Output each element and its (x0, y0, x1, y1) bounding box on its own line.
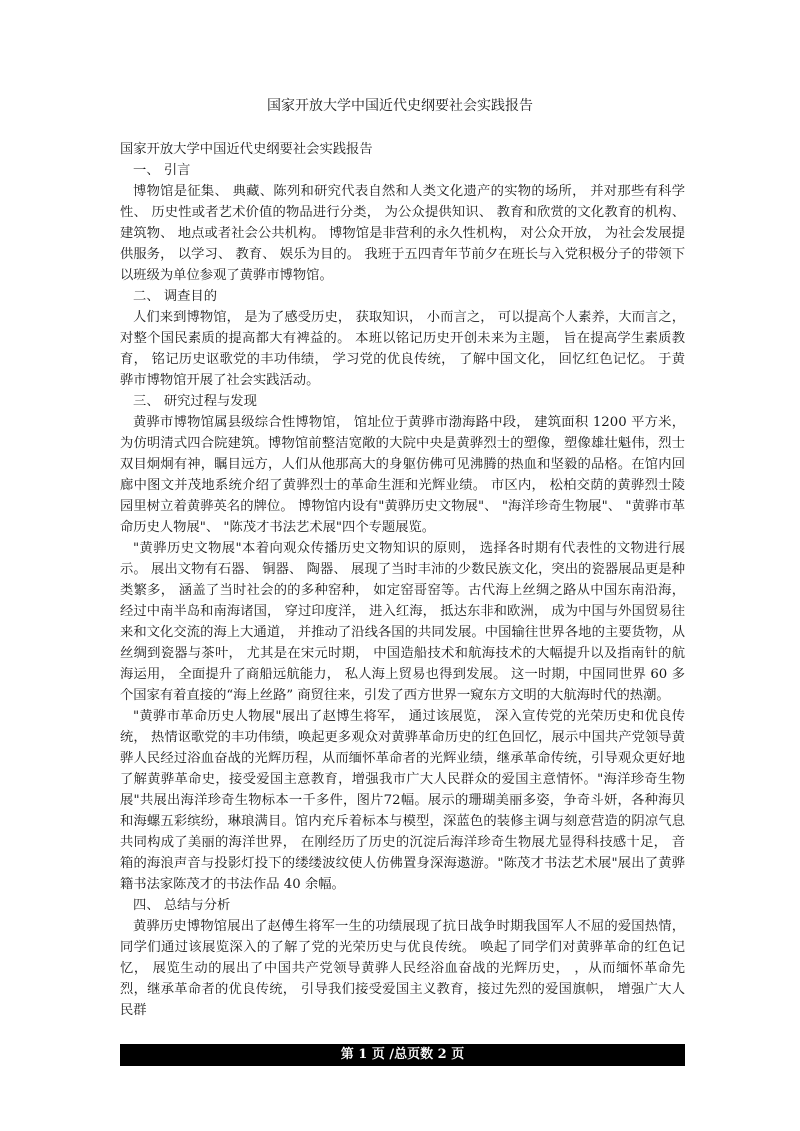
page-number-footer: 第 1 页 /总页数 2 页 (120, 1044, 685, 1066)
section-paragraph: "黄骅市革命历史人物展"展出了赵博生将军， 通过该展览， 深入宣传党的光荣历史和优良传统， 热情讴歌党的丰功伟绩，唤起更多观众对黄骅革命历史的红色回忆，展示中国共产党领导黄骅人民经过浴血奋战的光辉历程，从而缅怀革命者的光辉业绩，继承革命传统，引导观众更好地了解黄骅革命史，接受爱国主意教育，增强我市广大人民群众的爱国主意情怀。"海洋珍奇生物展"共展出海洋珍奇生物标本一千多件，图片72幅。展示的珊瑚美丽多姿，争奇斗妍，各种海贝和海螺五彩缤纷，琳琅满目。馆内充斥着标本与模型，深蓝色的装修主调与刻意营造的阴凉气息共同构成了美丽的海洋世界， 在刚经历了历史的沉淀后海洋珍奇生物展尤显得科技感十足， 音箱的海浪声音与投影灯投下的缕缕波纹使人仿佛置身深海遨游。"陈茂才书法艺术展"展出了黄骅籍书法家陈茂才的书法作品 40 余幅。 (120, 709, 685, 892)
section-paragraph: "黄骅历史文物展"本着向观众传播历史文物知识的原则， 选择各时期有代表性的文物进行展示。 展出文物有石器、 铜器、 陶器、 展现了当时丰沛的少数民族文化，突出的瓷器展品更是种类繁多， 涵盖了当时社会的的多种窑种， 如定窑哥窑等。古代海上丝绸之路从中国东南沿海，经过中南半岛和南海诸国， 穿过印度洋， 进入红海， 抵达东非和欧洲， 成为中国与外国贸易往来和文化交流的海上大通道， 并推动了沿线各国的共同发展。中国输往世界各地的主要货物，从丝绸到瓷器与茶叶， 尤其是在宋元时期， 中国造船技术和航海技术的大幅提升以及指南针的航海运用， 全面提升了商船远航能力， 私人海上贸易也得到发展。 这一时期，中国同世界 60 多个国家有着直接的“海上丝路” 商贸往来，引发了西方世界一窥东方文明的大航海时代的热潮。 (120, 541, 685, 703)
section-heading-purpose: 二、 调查目的 (133, 289, 218, 304)
section-paragraph: 黄骅历史博物馆展出了赵傅生将军一生的功绩展现了抗日战争时期我国军人不屈的爱国热情，同学们通过该展览深入的了解了党的光荣历史与优良传统。 唤起了同学们对黄骅革命的红色记忆， 展览生动的展出了中国共产党领导黄骅人民经浴血奋战的光辉历史， ，从而缅怀革命先烈，继承革命者的优良传统， 引导我们接受爱国主义教育，接过先烈的爱国旗帜， 增强广大人民群 (120, 919, 685, 1018)
section-paragraph: 博物馆是征集、 典藏、陈列和研究代表自然和人类文化遗产的实物的场所， 并对那些有科学性、 历史性或者艺术价值的物品进行分类， 为公众提供知识、 教育和欣赏的文化教育的机构、建筑物、 地点或者社会公共机构。 博物馆是非营利的永久性机构， 对公众开放， 为社会发展提供服务， 以学习、 教育、 娱乐为目的。 我班于五四青年节前夕在班长与入党积极分子的带领下以班级为单位参观了黄骅市博物馆。 (120, 184, 685, 283)
section-heading-research: 三、 研究过程与发现 (133, 394, 257, 409)
section-heading-intro: 一、 引言 (133, 163, 191, 178)
section-paragraph: 人们来到博物馆， 是为了感受历史， 获取知识， 小而言之， 可以提高个人素养，大而言之，对整个国民素质的提高都大有裨益的。 本班以铭记历史开创未来为主题， 旨在提高学生素质教育， 铭记历史讴歌党的丰功伟绩， 学习党的优良传统， 了解中国文化， 回忆红色记忆。 于黄骅市博物馆开展了社会实践活动。 (120, 310, 685, 388)
page-title: 国家开放大学中国近代史纲要社会实践报告 (267, 98, 533, 114)
document-subtitle: 国家开放大学中国近代史纲要社会实践报告 (120, 142, 373, 157)
section-heading-summary: 四、 总结与分析 (133, 898, 231, 913)
section-paragraph: 黄骅市博物馆属县级综合性博物馆， 馆址位于黄骅市渤海路中段， 建筑面积 1200 平方米，为仿明清式四合院建筑。博物馆前整洁宽敞的大院中央是黄骅烈士的塑像，塑像雄壮魁伟，烈士双目炯炯有神，瞩目远方，人们从他那高大的身躯仿佛可见沸腾的热血和坚毅的品格。在馆内回廊中图文并茂地系统介绍了黄骅烈士的革命生涯和光辉业绩。 市区内， 松柏交荫的黄骅烈士陵园里树立着黄骅英名的牌位。 博物馆内设有"黄骅历史文物展"、 "海洋珍奇生物展"、 "黄骅市革命历史人物展"、 "陈茂才书法艺术展"四个专题展览。 (120, 415, 685, 535)
document-body (120, 139, 685, 1021)
